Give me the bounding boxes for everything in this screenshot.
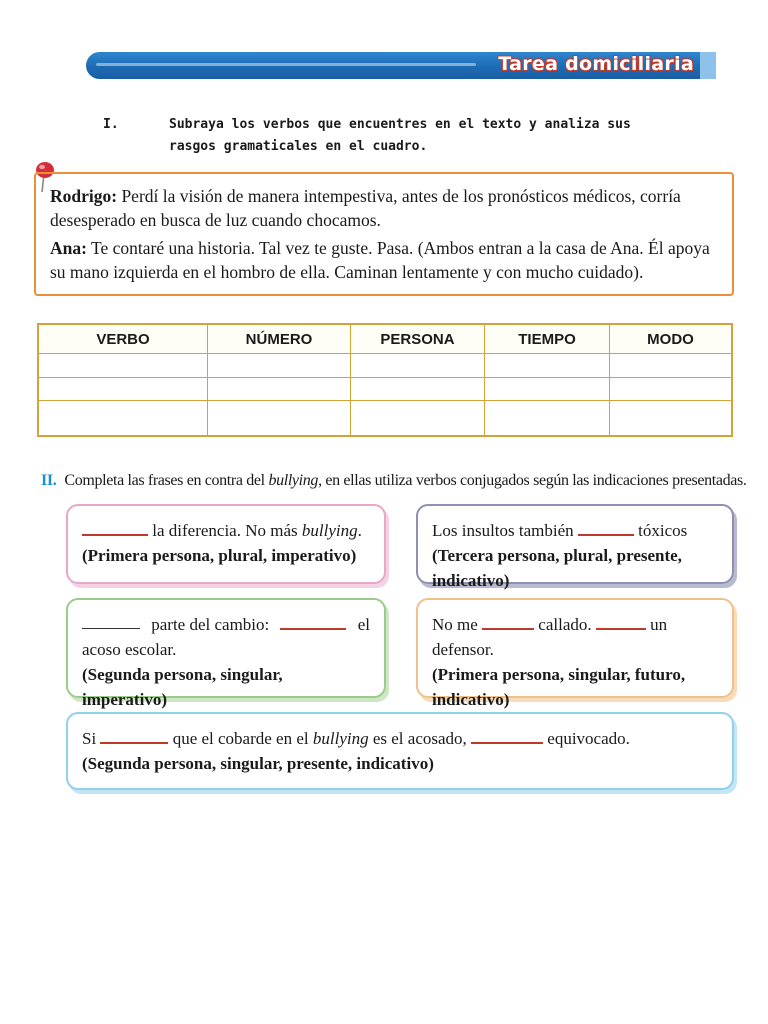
table-cell[interactable] (38, 401, 208, 436)
header-banner (86, 52, 716, 79)
table-cell[interactable] (610, 377, 733, 401)
card-1-text-a: la diferencia. No más (148, 521, 302, 540)
table-cell[interactable] (485, 354, 610, 378)
table-cell[interactable] (485, 401, 610, 436)
header-persona: PERSONA (351, 324, 485, 354)
table-cell[interactable] (351, 377, 485, 401)
header-modo: MODO (610, 324, 733, 354)
answer-blank[interactable] (578, 518, 634, 536)
table-cell[interactable] (208, 377, 351, 401)
table-cell[interactable] (38, 377, 208, 401)
answer-blank[interactable] (471, 726, 543, 744)
answer-blank[interactable] (100, 726, 168, 744)
phrase-card-1 (66, 504, 386, 584)
card-3-hint: (Segunda persona, singular, imperativo) (82, 665, 283, 709)
answer-blank[interactable] (596, 612, 646, 630)
card-5-text-c: es el acosado, (368, 729, 472, 748)
answer-blank[interactable] (82, 518, 148, 536)
card-1-hint: (Primera persona, plural, imperativo) (82, 546, 357, 565)
table-cell[interactable] (610, 401, 733, 436)
table-header-row (38, 324, 732, 354)
section-2-number: II. (41, 472, 57, 489)
card-2-text-a: Los insultos también (432, 521, 578, 540)
dialogue-ana (50, 236, 720, 284)
phrase-card-4 (416, 598, 734, 709)
phrase-card-3 (66, 598, 386, 709)
card-2-hint: (Tercera persona, plural, presente, indicativo) (432, 546, 682, 590)
banner-tail (700, 52, 716, 79)
table-row (38, 354, 732, 378)
phrase-card-2 (416, 504, 734, 590)
card-4-text-a: No me (432, 615, 483, 634)
card-5-text-b: que el cobarde en el (168, 729, 313, 748)
card-2-sentence (432, 518, 718, 543)
card-5-text-d: equivocado. (543, 729, 630, 748)
table-cell[interactable] (610, 354, 733, 378)
answer-blank[interactable] (482, 612, 534, 630)
section-2-instruction (41, 472, 751, 490)
header-numero: NÚMERO (208, 324, 351, 354)
section-2-text-a: Completa las frases en contra del (64, 472, 269, 489)
dialogue-rodrigo (50, 184, 720, 232)
phrase-card-5 (66, 712, 734, 790)
card-1-sentence (82, 518, 370, 543)
table-cell[interactable] (38, 354, 208, 378)
card-1-text-b: . (357, 521, 362, 540)
card-3-text-a: parte del cambio: (151, 615, 270, 634)
speaker-ana: Ana: (50, 238, 87, 258)
card-4-hint: (Primera persona, singular, futuro, indicativo) (432, 665, 686, 709)
card-5-hint: (Segunda persona, singular, presente, indicativo) (82, 754, 434, 773)
table-cell[interactable] (351, 401, 485, 436)
card-3-text-b: el (357, 615, 370, 634)
table-cell[interactable] (208, 401, 351, 436)
table-row (38, 401, 732, 436)
card-5-text-em: bullying (312, 729, 369, 748)
card-1-text-em: bullying (301, 521, 358, 540)
card-3-sentence (82, 612, 370, 637)
banner-highlight (96, 63, 476, 66)
card-4-sentence (432, 612, 718, 662)
section-1-number: I. (103, 117, 119, 132)
table-cell[interactable] (351, 354, 485, 378)
card-5-sentence (82, 726, 718, 751)
answer-blank[interactable] (280, 612, 346, 630)
table-cell[interactable] (208, 354, 351, 378)
table-cell[interactable] (485, 377, 610, 401)
card-5-text-a: Si (82, 729, 101, 748)
table-row (38, 377, 732, 401)
card-4-text-b: callado. (534, 615, 596, 634)
section-2-text-em: bullying (268, 472, 319, 489)
header-tiempo: TIEMPO (485, 324, 610, 354)
answer-blank[interactable] (82, 612, 140, 629)
card-2-text-b: tóxicos (633, 521, 688, 540)
card-3-line-2: acoso escolar. (82, 640, 177, 659)
dialogue-line-2: Te contaré una historia. Tal vez te guste. Pasa. (Ambos entran a la casa de Ana. Él apoya su mano izquierda en el hombro de ella. Caminan lentamente y con mucho cuidado). (50, 238, 710, 282)
dialogue-line-1: Perdí la visión de manera intempestiva, antes de los pronósticos médicos, corría desesperado en busca de luz cuando chocamos. (50, 186, 681, 230)
dialogue-box (34, 172, 734, 296)
section-2-text-b: , en ellas utiliza verbos conjugados según las indicaciones presentadas. (318, 472, 747, 489)
header-title: Tarea domiciliaria (498, 53, 694, 75)
header-verbo: VERBO (38, 324, 208, 354)
verb-analysis-table (37, 323, 733, 437)
card-4-text-c: un defensor. (432, 615, 668, 659)
section-1-text: Subraya los verbos que encuentres en el texto y analiza sus rasgos gramaticales en el cuadro. (169, 117, 631, 154)
speaker-rodrigo: Rodrigo: (50, 186, 118, 206)
